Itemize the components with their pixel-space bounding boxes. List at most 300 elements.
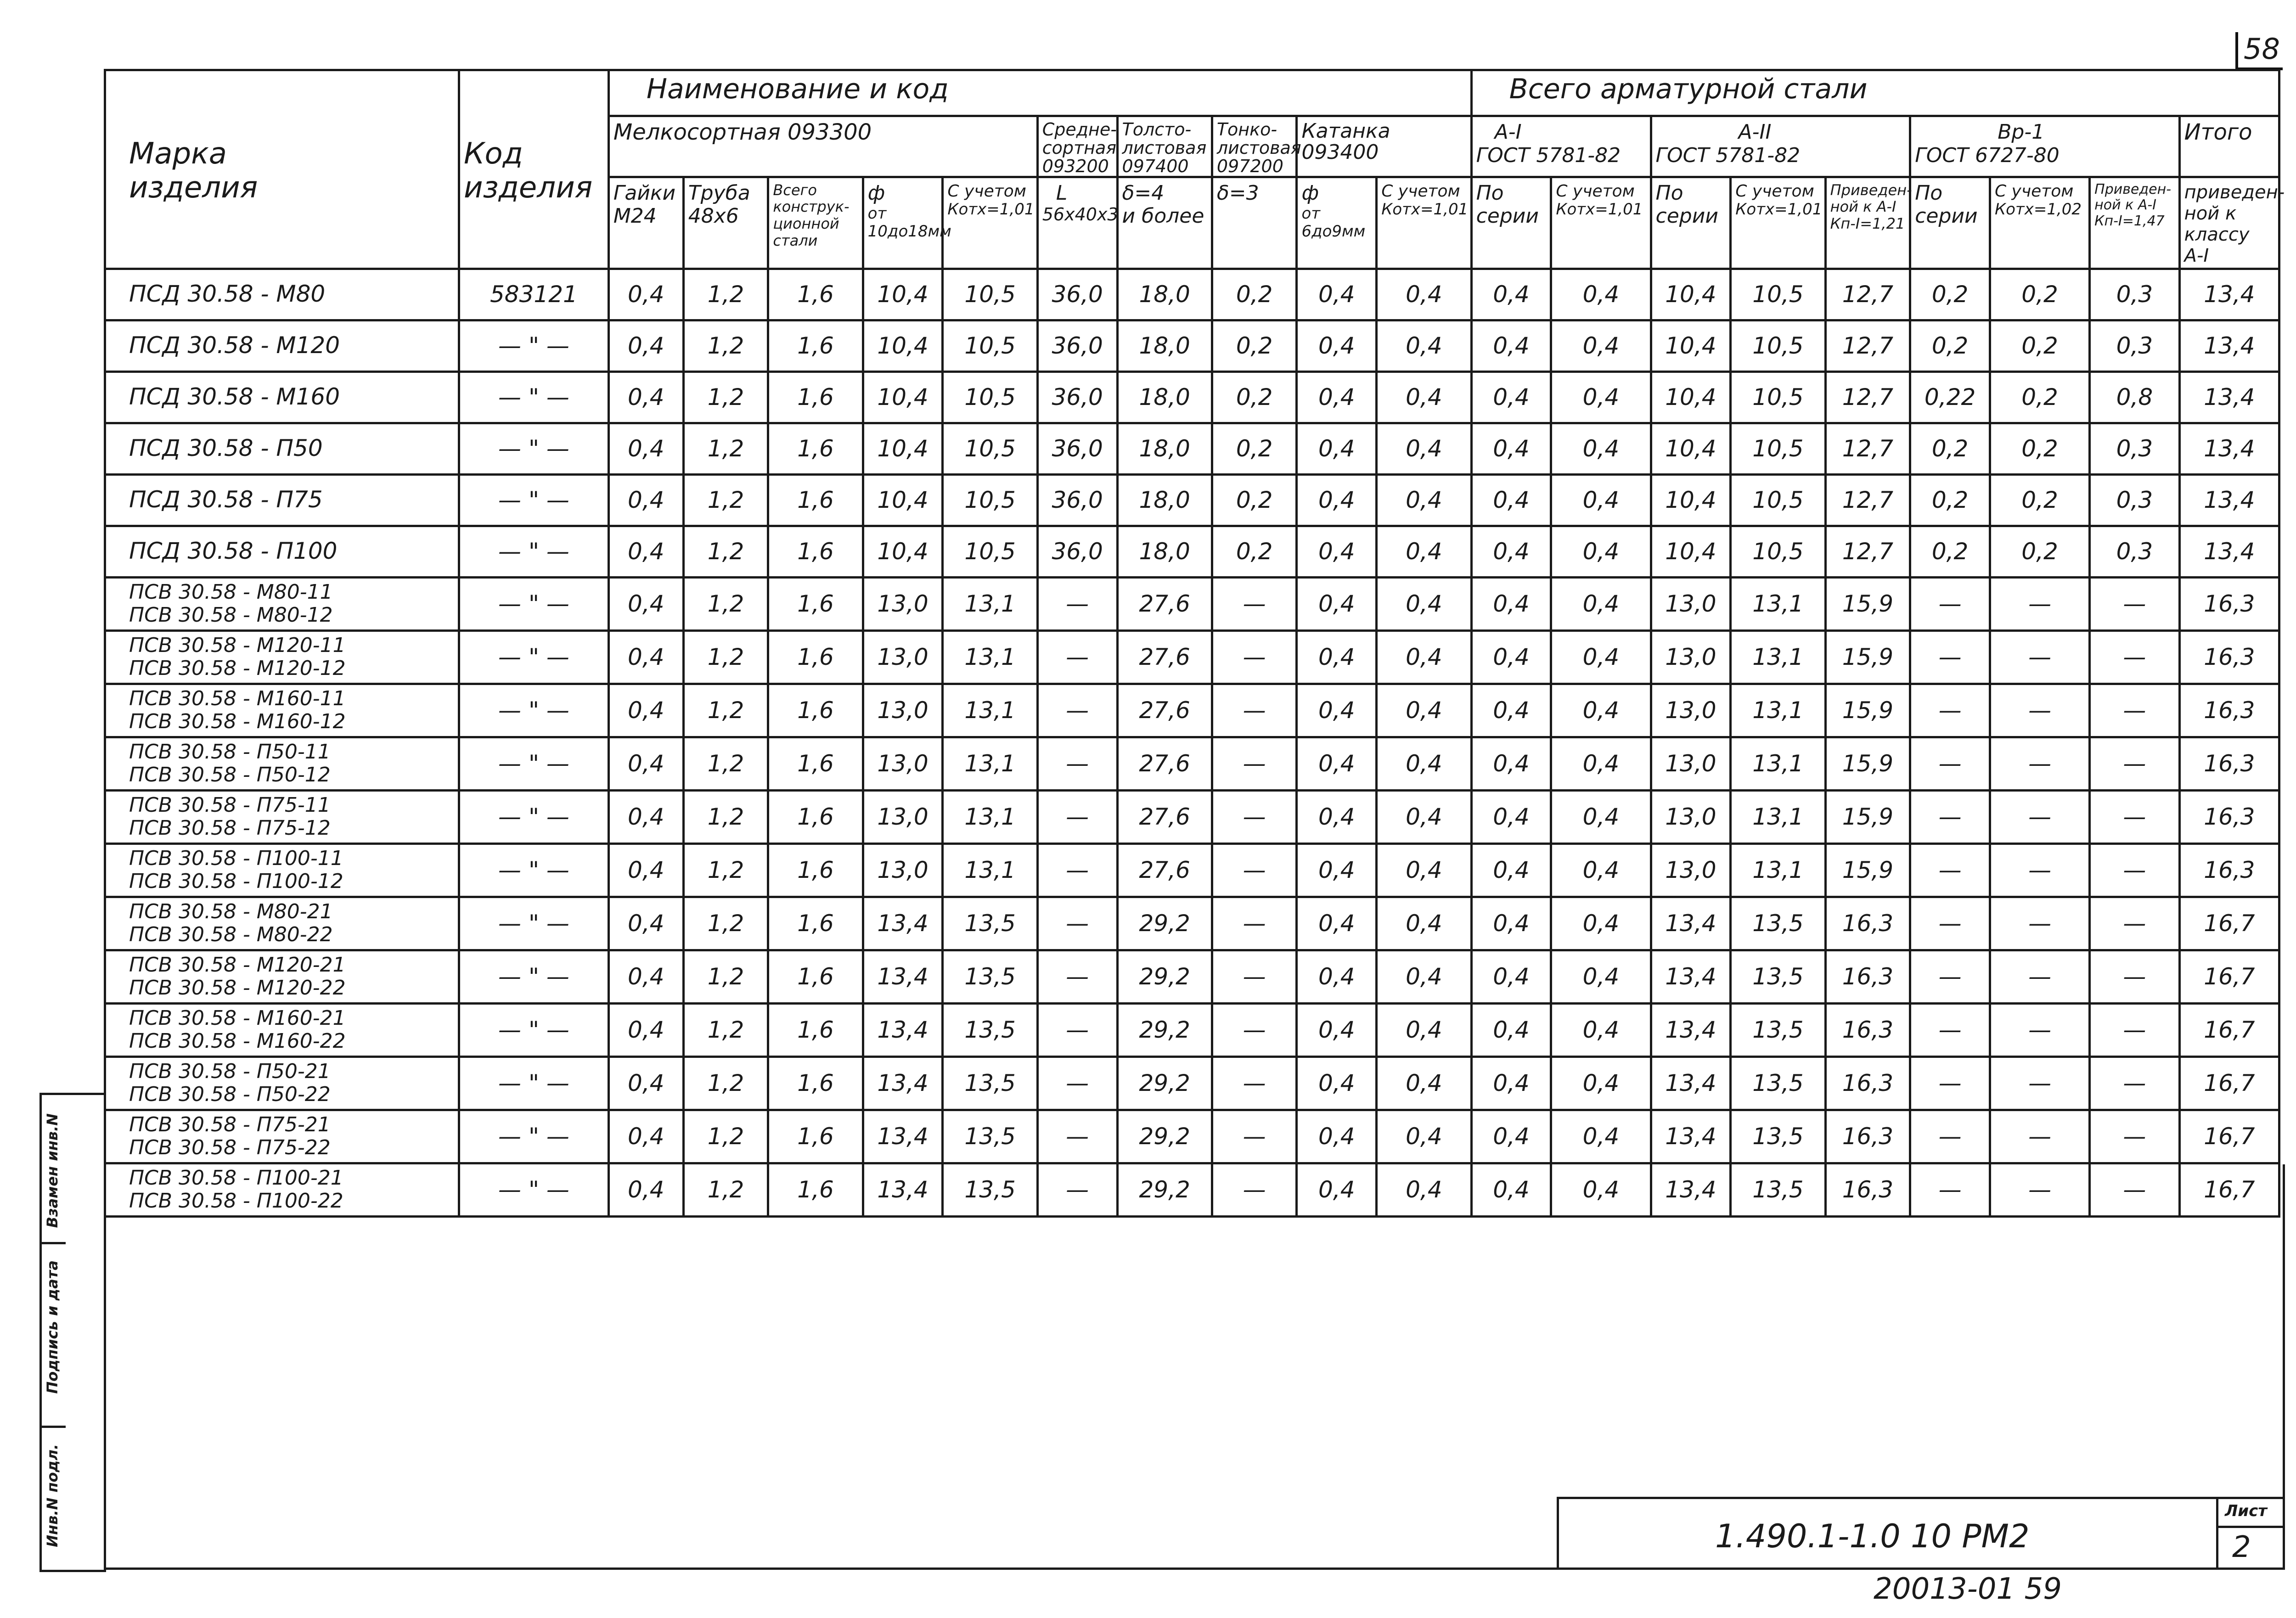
value-cell: 12,7 — [1825, 474, 1910, 526]
value-cell: 0,2 — [1910, 526, 1990, 577]
table-row — [105, 684, 2279, 737]
value-cell: — — [1037, 630, 1117, 684]
value-cell: — — [1910, 790, 1990, 843]
value-cell: 0,4 — [1551, 843, 1651, 897]
value-cell: 0,4 — [1471, 950, 1551, 1003]
value-cell: 1,6 — [768, 1163, 863, 1216]
table-row — [105, 843, 2279, 897]
product-mark: ПСВ 30.58 - П50-11 ПСВ 30.58 - П50-12 — [105, 737, 459, 790]
vr-header: Вр-1 ГОСТ 6727-80 — [1910, 116, 2179, 177]
value-cell: 16,3 — [1825, 1003, 1910, 1056]
value-cell: 18,0 — [1117, 423, 1212, 474]
table-row — [105, 1110, 2279, 1163]
document-code: 1.490.1-1.0 10 РМ2 — [1715, 1517, 2030, 1555]
value-cell: — — [1212, 1163, 1297, 1216]
value-cell: — — [1910, 1056, 1990, 1110]
value-cell: 13,0 — [1651, 577, 1731, 630]
value-cell: 0,4 — [1551, 1110, 1651, 1163]
value-cell: 13,4 — [863, 1056, 943, 1110]
value-cell: 0,4 — [1297, 1056, 1377, 1110]
value-cell: 10,5 — [1731, 423, 1825, 474]
value-cell: 0,4 — [1551, 790, 1651, 843]
value-cell: 0,3 — [2090, 423, 2179, 474]
value-cell: 1,6 — [768, 269, 863, 320]
value-cell: 13,4 — [1651, 1163, 1731, 1216]
product-mark: ПСВ 30.58 - П75-21 ПСВ 30.58 - П75-22 — [105, 1110, 459, 1163]
product-mark: ПСВ 30.58 - М120-11 ПСВ 30.58 - М120-12 — [105, 630, 459, 684]
col-phi-melko: ф от 10до18мм — [863, 177, 943, 269]
value-cell: — — [2090, 790, 2179, 843]
side-stamp — [39, 1093, 106, 1572]
a1-header: А-I ГОСТ 5781-82 — [1471, 116, 1651, 177]
value-cell: 29,2 — [1117, 1163, 1212, 1216]
sheet-number: 2 — [2232, 1530, 2251, 1564]
side-label-replace: Взамен инв.N — [44, 1113, 61, 1228]
value-cell: 1,6 — [768, 897, 863, 950]
value-cell: 10,4 — [1651, 320, 1731, 371]
value-cell: 0,4 — [1471, 737, 1551, 790]
value-cell: 16,3 — [2179, 843, 2279, 897]
value-cell: 0,4 — [608, 526, 683, 577]
col-a1-uchet: С учетом Котх=1,01 — [1551, 177, 1651, 269]
value-cell: 15,9 — [1825, 790, 1910, 843]
value-cell: 16,3 — [1825, 950, 1910, 1003]
col-L: L 56х40х3 — [1037, 177, 1117, 269]
value-cell: 1,2 — [683, 1056, 768, 1110]
value-cell: — — [1910, 1110, 1990, 1163]
value-cell: 0,4 — [1551, 269, 1651, 320]
value-cell: — — [1037, 843, 1117, 897]
value-cell: 0,4 — [608, 630, 683, 684]
value-cell: 29,2 — [1117, 1056, 1212, 1110]
value-cell: 0,3 — [2090, 269, 2179, 320]
value-cell: 13,5 — [1731, 950, 1825, 1003]
value-cell: 0,22 — [1910, 371, 1990, 423]
value-cell: — — [1212, 897, 1297, 950]
value-cell: 27,6 — [1117, 737, 1212, 790]
value-cell: 15,9 — [1825, 737, 1910, 790]
value-cell: 13,5 — [1731, 1003, 1825, 1056]
value-cell: 13,4 — [863, 1003, 943, 1056]
product-code: — " — — [459, 423, 609, 474]
value-cell: — — [1990, 790, 2089, 843]
value-cell: 10,5 — [943, 474, 1037, 526]
value-cell: 15,9 — [1825, 577, 1910, 630]
value-cell: 0,2 — [1990, 371, 2089, 423]
value-cell: 16,7 — [2179, 950, 2279, 1003]
value-cell: 1,6 — [768, 790, 863, 843]
value-cell: — — [1910, 1163, 1990, 1216]
value-cell: 13,4 — [2179, 474, 2279, 526]
value-cell: — — [1910, 684, 1990, 737]
value-cell: 16,7 — [2179, 1056, 2279, 1110]
value-cell: 1,6 — [768, 1056, 863, 1110]
product-mark: ПСД 30.58 - М160 — [105, 371, 459, 423]
value-cell: 13,5 — [943, 1003, 1037, 1056]
value-cell: 1,6 — [768, 737, 863, 790]
value-cell: — — [2090, 737, 2179, 790]
value-cell: 13,5 — [943, 950, 1037, 1003]
col-gaiki: Гайки М24 — [608, 177, 683, 269]
value-cell: 13,4 — [2179, 526, 2279, 577]
value-cell: 10,5 — [943, 269, 1037, 320]
value-cell: 16,3 — [2179, 737, 2279, 790]
value-cell: 13,1 — [943, 630, 1037, 684]
value-cell: — — [1037, 1110, 1117, 1163]
value-cell: 18,0 — [1117, 269, 1212, 320]
value-cell: 36,0 — [1037, 474, 1117, 526]
value-cell: 0,4 — [1297, 526, 1377, 577]
value-cell: 0,4 — [1471, 474, 1551, 526]
value-cell: 0,4 — [1551, 684, 1651, 737]
col-a2-priv: Приведен- ной к А-I Кп-I=1,21 — [1825, 177, 1910, 269]
value-cell: 0,4 — [1471, 269, 1551, 320]
value-cell: 12,7 — [1825, 526, 1910, 577]
value-cell: 16,3 — [2179, 790, 2279, 843]
value-cell: 1,2 — [683, 423, 768, 474]
value-cell: — — [2090, 950, 2179, 1003]
value-cell: 0,2 — [1212, 526, 1297, 577]
value-cell: 0,4 — [1297, 843, 1377, 897]
value-cell: 0,2 — [1990, 423, 2089, 474]
value-cell: 0,4 — [1471, 630, 1551, 684]
value-cell: 13,5 — [943, 1056, 1037, 1110]
value-cell: — — [1037, 1163, 1117, 1216]
product-code: — " — — [459, 897, 609, 950]
product-mark: ПСД 30.58 - М80 — [105, 269, 459, 320]
value-cell: 0,4 — [608, 1163, 683, 1216]
value-cell: 0,2 — [1212, 320, 1297, 371]
value-cell: 10,4 — [1651, 371, 1731, 423]
value-cell: 1,6 — [768, 320, 863, 371]
value-cell: 36,0 — [1037, 269, 1117, 320]
code-header: Код изделия — [459, 70, 609, 269]
value-cell: 0,4 — [1471, 1163, 1551, 1216]
value-cell: 13,1 — [943, 790, 1037, 843]
value-cell: 13,5 — [1731, 1056, 1825, 1110]
product-mark: ПСВ 30.58 - М80-11 ПСВ 30.58 - М80-12 — [105, 577, 459, 630]
value-cell: 0,4 — [1377, 1056, 1471, 1110]
value-cell: 0,4 — [1551, 630, 1651, 684]
value-cell: 0,2 — [1910, 269, 1990, 320]
table-row — [105, 577, 2279, 630]
value-cell: 13,0 — [863, 577, 943, 630]
value-cell: — — [1990, 577, 2089, 630]
value-cell: — — [1990, 1110, 2089, 1163]
value-cell: — — [1990, 737, 2089, 790]
value-cell: 12,7 — [1825, 423, 1910, 474]
value-cell: — — [1212, 950, 1297, 1003]
value-cell: — — [1212, 737, 1297, 790]
value-cell: 0,2 — [1990, 269, 2089, 320]
product-code: — " — — [459, 526, 609, 577]
value-cell: 27,6 — [1117, 790, 1212, 843]
value-cell: 13,1 — [1731, 737, 1825, 790]
table-row — [105, 950, 2279, 1003]
value-cell: 13,1 — [1731, 790, 1825, 843]
value-cell: 10,4 — [863, 269, 943, 320]
product-code: — " — — [459, 577, 609, 630]
value-cell: 0,4 — [1297, 1003, 1377, 1056]
col-itogo: приведен- ной к классу А-I — [2179, 177, 2279, 269]
value-cell: 13,5 — [943, 1110, 1037, 1163]
col-vr-uchet: С учетом Котх=1,02 — [1990, 177, 2089, 269]
value-cell: 0,4 — [1297, 1110, 1377, 1163]
table-row — [105, 320, 2279, 371]
value-cell: 16,3 — [2179, 630, 2279, 684]
value-cell: 0,4 — [1551, 1003, 1651, 1056]
page-number: 58 — [2235, 32, 2283, 70]
value-cell: — — [1910, 1003, 1990, 1056]
col-delta3: δ=3 — [1212, 177, 1297, 269]
value-cell: 10,5 — [943, 526, 1037, 577]
value-cell: 27,6 — [1117, 843, 1212, 897]
value-cell: 0,4 — [1551, 1056, 1651, 1110]
value-cell: 16,7 — [2179, 1110, 2279, 1163]
value-cell: — — [1212, 684, 1297, 737]
value-cell: 13,0 — [863, 843, 943, 897]
product-mark: ПСД 30.58 - П75 — [105, 474, 459, 526]
value-cell: 10,4 — [1651, 423, 1731, 474]
value-cell: 0,2 — [1212, 371, 1297, 423]
value-cell: — — [1990, 897, 2089, 950]
value-cell: 18,0 — [1117, 320, 1212, 371]
table-row — [105, 897, 2279, 950]
value-cell: 13,4 — [1651, 1003, 1731, 1056]
value-cell: 13,4 — [1651, 950, 1731, 1003]
value-cell: 10,5 — [1731, 371, 1825, 423]
value-cell: 0,4 — [608, 737, 683, 790]
value-cell: — — [2090, 1163, 2179, 1216]
value-cell: 16,7 — [2179, 897, 2279, 950]
value-cell: 27,6 — [1117, 684, 1212, 737]
value-cell: 36,0 — [1037, 320, 1117, 371]
product-mark: ПСВ 30.58 - М80-21 ПСВ 30.58 - М80-22 — [105, 897, 459, 950]
value-cell: 13,0 — [1651, 843, 1731, 897]
value-cell: — — [1212, 630, 1297, 684]
value-cell: 13,0 — [863, 737, 943, 790]
value-cell: — — [1910, 577, 1990, 630]
value-cell: 10,5 — [1731, 526, 1825, 577]
value-cell: 13,1 — [943, 577, 1037, 630]
mark-header: Марка изделия — [105, 70, 459, 269]
value-cell: 0,4 — [1377, 950, 1471, 1003]
value-cell: 13,0 — [863, 630, 943, 684]
value-cell: 13,4 — [2179, 423, 2279, 474]
value-cell: 10,5 — [1731, 474, 1825, 526]
value-cell: — — [1910, 630, 1990, 684]
value-cell: — — [1212, 843, 1297, 897]
value-cell: 1,2 — [683, 790, 768, 843]
value-cell: 15,9 — [1825, 843, 1910, 897]
value-cell: 0,4 — [608, 1056, 683, 1110]
col-vr-priv: Приведен- ной к А-I Кп-I=1,47 — [2090, 177, 2179, 269]
value-cell: 13,4 — [2179, 371, 2279, 423]
value-cell: 13,0 — [1651, 630, 1731, 684]
product-code: — " — — [459, 737, 609, 790]
value-cell: — — [1910, 950, 1990, 1003]
value-cell: 0,2 — [1990, 474, 2089, 526]
table-row — [105, 423, 2279, 474]
value-cell: 13,4 — [1651, 897, 1731, 950]
value-cell: 0,4 — [1377, 790, 1471, 843]
value-cell: 1,2 — [683, 1003, 768, 1056]
sheet-label: Лист — [2225, 1502, 2267, 1520]
value-cell: 36,0 — [1037, 371, 1117, 423]
value-cell: 0,4 — [1471, 423, 1551, 474]
table-row — [105, 737, 2279, 790]
value-cell: 0,4 — [608, 577, 683, 630]
value-cell: 0,4 — [608, 843, 683, 897]
value-cell: 0,2 — [1212, 269, 1297, 320]
value-cell: 0,4 — [1297, 474, 1377, 526]
value-cell: 13,0 — [1651, 684, 1731, 737]
value-cell: 0,4 — [1377, 630, 1471, 684]
value-cell: 18,0 — [1117, 474, 1212, 526]
value-cell: 13,4 — [2179, 269, 2279, 320]
value-cell: 13,0 — [1651, 737, 1731, 790]
value-cell: 0,4 — [1551, 950, 1651, 1003]
value-cell: 13,4 — [2179, 320, 2279, 371]
value-cell: 13,4 — [1651, 1056, 1731, 1110]
value-cell: — — [1037, 790, 1117, 843]
side-label-inv: Инв.N подл. — [44, 1444, 61, 1547]
value-cell: 0,4 — [1297, 950, 1377, 1003]
value-cell: 0,4 — [1471, 790, 1551, 843]
product-code: — " — — [459, 1163, 609, 1216]
col-uchet-melko: С учетом Котх=1,01 — [943, 177, 1037, 269]
value-cell: — — [1990, 684, 2089, 737]
value-cell: 0,4 — [1297, 269, 1377, 320]
product-mark: ПСВ 30.58 - П100-21 ПСВ 30.58 - П100-22 — [105, 1163, 459, 1216]
value-cell: 0,4 — [1551, 577, 1651, 630]
value-cell: — — [1212, 577, 1297, 630]
value-cell: — — [1037, 577, 1117, 630]
value-cell: 0,4 — [1377, 684, 1471, 737]
specification-table — [104, 69, 2285, 1218]
product-code: — " — — [459, 1003, 609, 1056]
value-cell: 0,4 — [608, 897, 683, 950]
sredne-header: Средне-сортная 093200 — [1037, 116, 1117, 177]
value-cell: 1,6 — [768, 843, 863, 897]
value-cell: — — [1037, 1003, 1117, 1056]
value-cell: 16,3 — [1825, 1163, 1910, 1216]
value-cell: 1,6 — [768, 423, 863, 474]
value-cell: — — [1212, 1056, 1297, 1110]
product-code: — " — — [459, 790, 609, 843]
value-cell: — — [1037, 684, 1117, 737]
product-mark: ПСД 30.58 - П100 — [105, 526, 459, 577]
col-delta4: δ=4 и более — [1117, 177, 1212, 269]
col-uchet-kat: С учетом Котх=1,01 — [1377, 177, 1471, 269]
value-cell: 0,4 — [1377, 1110, 1471, 1163]
value-cell: 15,9 — [1825, 630, 1910, 684]
product-mark: ПСД 30.58 - П50 — [105, 423, 459, 474]
value-cell: 0,4 — [1377, 577, 1471, 630]
product-code: — " — — [459, 320, 609, 371]
col-phi-kat: ф от 6до9мм — [1297, 177, 1377, 269]
value-cell: — — [2090, 843, 2179, 897]
value-cell: 29,2 — [1117, 1003, 1212, 1056]
product-code: 583121 — [459, 269, 609, 320]
value-cell: 0,4 — [1471, 371, 1551, 423]
value-cell: 1,6 — [768, 474, 863, 526]
value-cell: 1,2 — [683, 843, 768, 897]
col-a1-po: По серии — [1471, 177, 1551, 269]
value-cell: — — [1212, 790, 1297, 843]
value-cell: 1,2 — [683, 737, 768, 790]
value-cell: 0,4 — [1471, 843, 1551, 897]
value-cell: 10,4 — [863, 371, 943, 423]
value-cell: 0,4 — [608, 1003, 683, 1056]
value-cell: 0,4 — [1297, 630, 1377, 684]
value-cell: 1,6 — [768, 1003, 863, 1056]
value-cell: 0,4 — [1471, 1056, 1551, 1110]
value-cell: — — [2090, 1003, 2179, 1056]
product-code: — " — — [459, 1110, 609, 1163]
value-cell: — — [2090, 1056, 2179, 1110]
value-cell: 16,3 — [1825, 1056, 1910, 1110]
value-cell: 1,2 — [683, 577, 768, 630]
value-cell: 10,5 — [943, 423, 1037, 474]
value-cell: 0,4 — [1297, 897, 1377, 950]
value-cell: 0,3 — [2090, 526, 2179, 577]
value-cell: 0,4 — [1471, 577, 1551, 630]
value-cell: — — [1990, 1163, 2089, 1216]
value-cell: 1,2 — [683, 897, 768, 950]
value-cell: 1,2 — [683, 630, 768, 684]
value-cell: 0,4 — [1471, 1003, 1551, 1056]
value-cell: 0,4 — [1471, 320, 1551, 371]
side-label-signature: Подпись и дата — [44, 1260, 61, 1394]
value-cell: 0,4 — [1297, 423, 1377, 474]
melko-header: Мелкосортная 093300 — [608, 116, 1037, 177]
value-cell: 15,9 — [1825, 684, 1910, 737]
value-cell: 10,4 — [863, 526, 943, 577]
value-cell: 0,4 — [608, 320, 683, 371]
value-cell: 29,2 — [1117, 1110, 1212, 1163]
tolsto-header: Толсто-листовая 097400 — [1117, 116, 1212, 177]
value-cell: 0,4 — [1551, 897, 1651, 950]
value-cell: — — [2090, 1110, 2179, 1163]
value-cell: 13,0 — [863, 790, 943, 843]
value-cell: 0,2 — [1910, 423, 1990, 474]
value-cell: 18,0 — [1117, 526, 1212, 577]
product-mark: ПСВ 30.58 - П75-11 ПСВ 30.58 - П75-12 — [105, 790, 459, 843]
value-cell: 27,6 — [1117, 630, 1212, 684]
value-cell: 1,6 — [768, 526, 863, 577]
itogo-header: Итого — [2179, 116, 2279, 177]
value-cell: 0,4 — [1471, 1110, 1551, 1163]
value-cell: 16,3 — [1825, 1110, 1910, 1163]
value-cell: 0,2 — [1910, 320, 1990, 371]
value-cell: 10,4 — [863, 474, 943, 526]
value-cell: — — [1990, 843, 2089, 897]
value-cell: 10,5 — [943, 371, 1037, 423]
value-cell: 13,1 — [943, 737, 1037, 790]
value-cell: 1,2 — [683, 684, 768, 737]
value-cell: 0,4 — [1551, 737, 1651, 790]
value-cell: 1,6 — [768, 630, 863, 684]
value-cell: 0,4 — [1377, 526, 1471, 577]
value-cell: 16,7 — [2179, 1163, 2279, 1216]
product-code: — " — — [459, 684, 609, 737]
table-row — [105, 526, 2279, 577]
value-cell: — — [2090, 577, 2179, 630]
value-cell: 1,2 — [683, 1110, 768, 1163]
value-cell: — — [1990, 1003, 2089, 1056]
table-row — [105, 1056, 2279, 1110]
